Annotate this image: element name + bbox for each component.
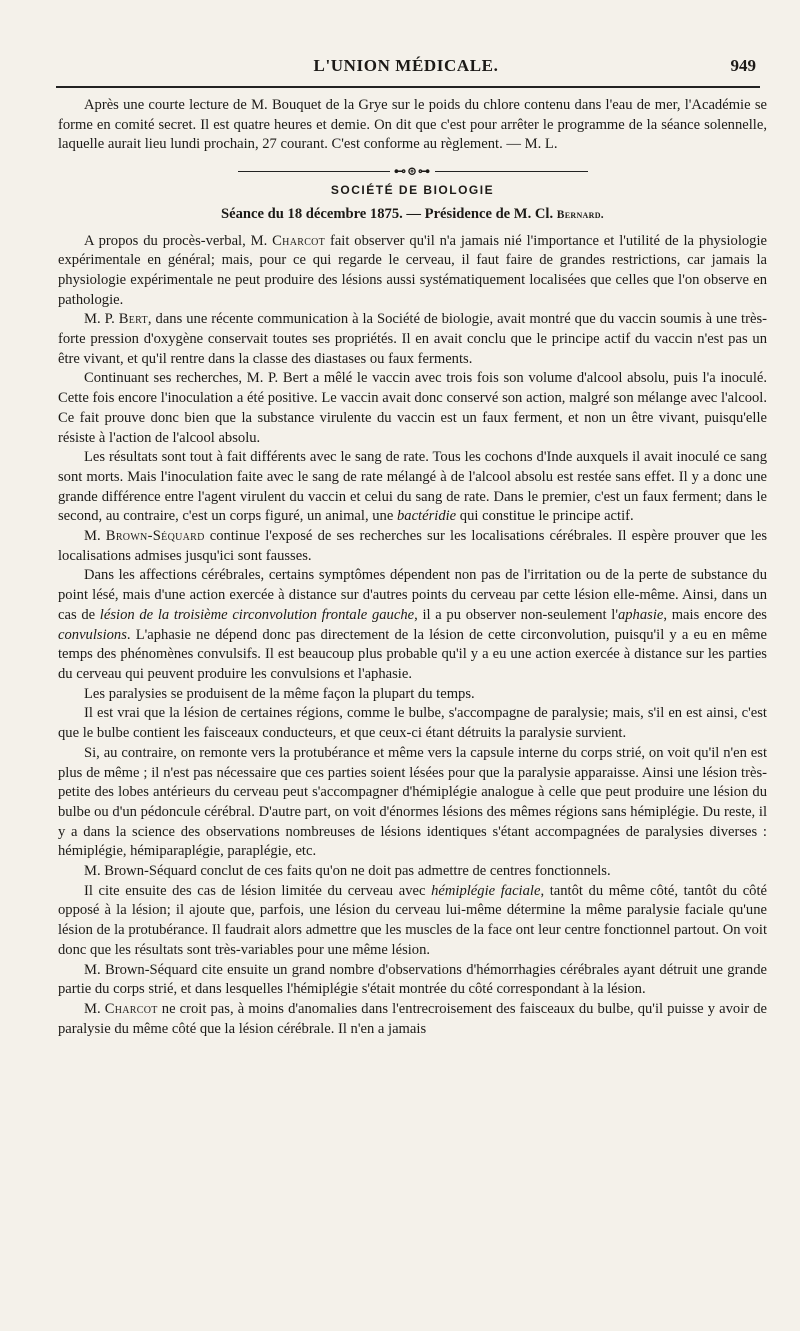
paragraph-continuant: Continuant ses recherches, M. P. Bert a mêlé le vaccin avec trois fois son volume d'alcool absolu, puis l'a inoculé. Cette fois encore l'inoculation a été positive. Le vaccin avait donc conservé son action, malgré son mélange avec l'alcool. Ce fait prouve donc bien que la substance virulente du vaccin est un faux ferment, et non un être vivant, puisqu'elle résiste à l'action de l'alcool absolu. [58, 370, 767, 446]
paragraph-il-est-vrai: Il est vrai que la lésion de certaines régions, comme le bulbe, s'accompagne de paralysie; mais, s'il en est ainsi, c'est que le bulbe contient les faisceaux conducteurs, et que ceux-ci étant détruits la paralysie survient. [58, 705, 767, 742]
paragraph-brown-sequard [58, 527, 767, 566]
author-name: Charcot [104, 1000, 158, 1017]
section-ornament [238, 165, 588, 177]
paragraph-conclut: M. Brown-Séquard conclut de ces faits qu'on ne doit pas admettre de centres fonctionnels. [84, 863, 611, 880]
paragraph-bert [58, 310, 767, 369]
ornament-knot-icon: ⊷⊚⊶ [393, 164, 432, 179]
text: continue l'exposé de ses recherches sur les localisations cérébrales. Il espère prouver que les localisations admises jusqu'ici sont fausses. [58, 528, 767, 564]
paragraph-cite [58, 882, 767, 961]
page-header [56, 56, 756, 86]
text: Il cite ensuite des cas de lésion limitée du cerveau avec [84, 882, 432, 899]
paragraph-charcot [58, 232, 767, 311]
text: fait observer qu'il n'a jamais nié l'importance et l'utilité de la physiologie expérimentale en général; mais, pour ce qui regarde le cerveau, il faut faire de grandes restrictions, car jamais la physiologie expérimentale ne peut produire des lésions aussi systématiquement localisées que celles que l'on observe en pathologie. [58, 232, 767, 308]
text: , tantôt du même côté, tantôt du côté opposé à la lésion; il ajoute que, parfois, une lésion du cerveau lui-même détermine la même paralysie faciale qu'une lésion de la protubérance. Il faudrait alors admettre que les muscles de la face ont leur centre fonctionnel partout. On voit donc que les résultats sont très-variables pour une même lésion. [58, 882, 767, 958]
page-number: 949 [730, 56, 756, 75]
italic-term: bactéridie [396, 508, 457, 525]
text: , dans une récente communication à la Société de biologie, avait montré que du vaccin soumis à une très-forte pression d'oxygène conservait toutes ses propriétés. Il en avait conclu que le principe actif du vaccin n'est pas un être vivant, et qu'il rentre dans la classe des diastases ou faux ferments. [58, 311, 767, 367]
ornament-line-left [238, 171, 390, 172]
text: M. P. [84, 311, 119, 328]
italic-term: lésion de la troisième circonvolution frontale gauche [99, 606, 415, 623]
text: qui constitue le principe actif. [456, 508, 634, 525]
text: Les résultats sont tout à fait différents avec le sang de rate. Tous les cochons d'Inde auxquels il avait inoculé ce sang sont morts. Mais l'inoculation faite avec le sang de rate mélangé à de l'alcool absolu est restée sans effet. Il y a donc une grande différence entre l'agent virulent du vaccin et celui du sang de rate. Dans le premier, c'est un faux ferment; dans le second, au contraire, c'est un corps figuré, un animal, une [58, 449, 767, 525]
text: M. [84, 528, 106, 545]
author-name: Charcot [272, 232, 326, 249]
paragraph-charcot-reply [58, 1000, 767, 1039]
italic-term: convulsions [58, 626, 127, 643]
running-title: L'UNION MÉDICALE. [313, 56, 499, 75]
president-name: Bernard. [556, 208, 604, 221]
body-text [58, 96, 767, 1039]
italic-term: hémiplégie faciale [431, 882, 541, 899]
text: M. [84, 1000, 105, 1017]
paragraph-grand-nombre: M. Brown-Séquard cite ensuite un grand nombre d'observations d'hémorrhagies cérébrales ayant détruit une grande partie du corps strié, et dans lesquelles l'hémiplégie s'était montrée du côté correspondant à la lésion. [58, 961, 767, 998]
paragraph-si-au-contraire: Si, au contraire, on remonte vers la protubérance et même vers la capsule interne du corps strié, on voit qu'il n'en est plus de même ; il n'est pas nécessaire que ces parties soient lésées pour que la paralysie apparaisse. Ainsi une lésion très-petite des lobes antérieurs du cerveau peut s'accompagner d'hémiplégie analogue à celle que peut produire une lésion du bulbe ou d'un pédoncule cérébral. D'autre part, on voit d'énormes lésions des mêmes régions sans hémiplégie. Du reste, il y a dans la science des observations nombreuses de lésions identiques s'étant accompagnées de paralysies diverses : hémiplégie, hémiparaplégie, paraplégie, etc. [58, 744, 767, 860]
text: Dans les affections cérébrales, certains symptômes dépendent non pas de l'irritation ou de la perte de substance du point lésé, mais d'une action exercée à distance sur d'autres points du cerveau par cette lésion elle-même. Ainsi, dans un cas de [58, 567, 767, 623]
paragraph-paralysies: Les paralysies se produisent de la même façon la plupart du temps. [84, 685, 475, 702]
session-date: Séance du 18 décembre 1875. — Présidence de M. Cl. [221, 205, 557, 222]
section-title: SOCIÉTÉ DE BIOLOGIE [330, 183, 495, 198]
text: . L'aphasie ne dépend donc pas directement de la lésion de cette circonvolution, puisqu'il y a eu en même temps des phénomènes convulsifs. Il est beaucoup plus probable qu'il y a eu une action exercée à distance sur les parties du cerveau qui peuvent produire les convulsions et l'aphasie. [58, 626, 767, 682]
author-name: Bert [118, 311, 148, 328]
header-rule [56, 86, 760, 88]
paragraph-resultats [58, 448, 767, 527]
text: , il a pu observer non-seulement l' [414, 606, 618, 623]
text: A propos du procès-verbal, M. [84, 232, 273, 249]
text: , mais encore des [663, 606, 767, 623]
ornament-line-right [435, 171, 587, 172]
italic-term: aphasie [617, 606, 664, 623]
intro-paragraph: Après une courte lecture de M. Bouquet de la Grye sur le poids du chlore contenu dans l'eau de mer, l'Académie se forme en comité secret. Il est quatre heures et demie. On dit que c'est pour arrêter le programme de la séance solennelle, laquelle aurait lieu lundi prochain, 27 courant. C'est conforme au règlement. — M. L. [58, 97, 767, 153]
author-name: Brown-Séquard [105, 528, 205, 545]
text: ne croit pas, à moins d'anomalies dans l'entrecroisement des faisceaux du bulbe, qu'il puisse y avoir de paralysie du même côté que la lésion cérébrale. Il n'en a jamais [58, 1000, 767, 1037]
session-line [58, 205, 767, 226]
paragraph-affections [58, 566, 767, 684]
